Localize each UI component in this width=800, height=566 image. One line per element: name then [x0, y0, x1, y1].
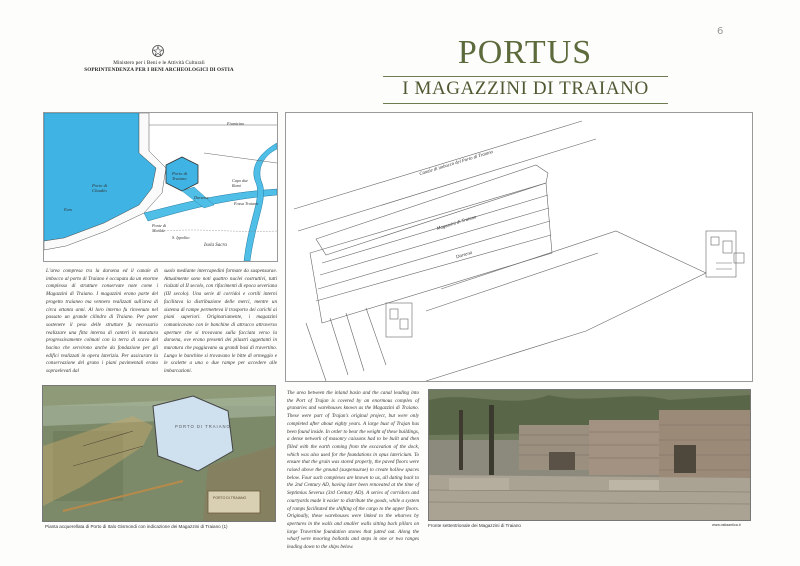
watercolor-inscription: PORTO DI TRAIANO	[175, 424, 231, 429]
website-caption: www.ostiaantica.it	[712, 523, 741, 527]
italian-text-1-content: Lʼarea compresa tra la darsena ed il canale di imbocco al porto di Traiano è occupata da un enorme complesso di strutture conservate note come i Magazzini di Traiano. I magazzini erano parte del progetto traianeo ma vennero realizzati sull'area di circa ottanta anni. Al loro interno fu rinvenuto nel passato un grande cilindro di Traiano. Per poter sostenere il peso delle strutture fu necessario realizzare una fitta interna di canteri in muratura progressivamente colmati con la terra di scavo del bacino che servirono anche da fondazione per gli edifici realizzati in opera laterizia. Per assicurare la conservazione del grano i piani pavimentali erano sopraelevati dal	[46, 268, 158, 375]
map-label-porto-traiano: Porto di Traiano	[172, 171, 188, 181]
ministry-line-2: SOPRINTENDENZA PER I BENI ARCHEOLOGICI DI OSTIA	[84, 67, 234, 73]
handwritten-note: 6	[717, 26, 724, 37]
ruins-photo-graphic	[429, 390, 750, 520]
republic-emblem-icon	[151, 44, 165, 58]
map-label-faro: Faro	[64, 207, 73, 212]
location-map	[43, 112, 278, 262]
map-label-capo-due-rami: Capo due Rami	[232, 178, 249, 188]
italian-text-column-1	[46, 268, 158, 376]
title-rule	[383, 76, 668, 77]
watercolor-plan-graphic	[43, 386, 275, 521]
map-label-ponte: Ponte di Matilde	[152, 223, 167, 233]
map-label-porto-claudio: Porto di Claudio	[92, 183, 108, 193]
page-title: PORTUS	[457, 34, 593, 71]
site-plan	[285, 112, 753, 382]
ministry-line-1: Ministero per i Beni e le Attività Culturali	[113, 60, 205, 66]
english-text-column	[287, 390, 419, 552]
watercolor-caption: Pianta acquerellata di Porto di Italo Gismondi con indicazione dei Magazzini di Traiano (1)	[45, 524, 228, 529]
italian-text-2-content: suolo mediante intercapedini formate da suspensurae. Attualmente sono noti quattro nuclei costruttivi, tutti rialzati al II secolo, con rifacimenti di epoca severiana (III secolo). Una serie di corridoi e cortili interni facilitava la distribuzione delle merci, mentre un sistema di rampe permetteva il trasporto dei carichi ai piani superiori. Originariamente, i magazzini comunicavano con le banchine di attracco attraverso aperture che si trovavano sulla facciata verso la darsena, ove erano presenti dei pilastri aggettanti in muratura che poggiavano su grandi basi di travertino. Lungo le banchine si trovavano le bitte di ormeggio e le scalette a una o due rampe per accedere alle imbarcazioni.	[164, 268, 277, 375]
map-label-fiumicino: Fiumicino	[227, 121, 245, 126]
english-text-content: The area between the inland basin and the canal leading into the Port of Trajan is covered by an enormous complex of granaries and warehouses known as the Magazzini di Traiano. These were part of Trajan's original project, but were only completed after about eighty years. A large bust of Trajan has been found inside. In order to bear the weight of these buildings, a dense network of masonry caissons had to be built and then filled with the earth coming from the excavation of the dock, which was also used for the foundations in opus latericium. To ensure that the grain was stored properly, the paved floors were raised above the ground (suspensurae) to create hollow spaces below. Four such complexes are known to us, all dating back to the 2nd Century AD, having later been renovated at the time of Septimius Severus (3rd Century AD). A series of corridors and courtyards made it easier to distribute the goods, while a system of ramps facilitated the shifting of the cargo to the upper floors. Originally, these warehouses were linked to the wharves by apertures in the walls and smaller walls sitting back pillars on large Travertine foundation stones that jutted out. Along the wharf were mooring bollards and steps in one or two ranges leading down to the ships below.	[287, 390, 419, 551]
watercolor-plan-photo	[42, 385, 276, 522]
subtitle-rule	[383, 103, 668, 104]
ruins-photo	[428, 389, 751, 521]
map-label-fossa: Fossa Traiana	[234, 201, 259, 206]
map-label-s-ippolito: S. Ippolito	[172, 235, 190, 240]
watercolor-plaque-text: PORTO DI TRAIANO	[213, 496, 247, 500]
page-subtitle: I MAGAZZINI DI TRAIANO	[402, 78, 649, 99]
plan-label-darsena: Darsena	[455, 250, 473, 261]
map-label-isola-sacra: Isola Sacra	[204, 243, 227, 248]
map-label-darsena: Darsena	[194, 195, 209, 200]
ministry-heading	[78, 60, 240, 74]
italian-text-column-2	[164, 268, 277, 376]
site-plan-drawing	[286, 113, 752, 381]
ruins-caption: Fronte settentrionale dei Magazzini di Traiano	[428, 523, 521, 528]
plan-label-canale: Canale di imbocco del Porto di Traiano	[418, 149, 494, 178]
plan-label-magazzini: Magazzini di Traiano	[436, 215, 478, 232]
